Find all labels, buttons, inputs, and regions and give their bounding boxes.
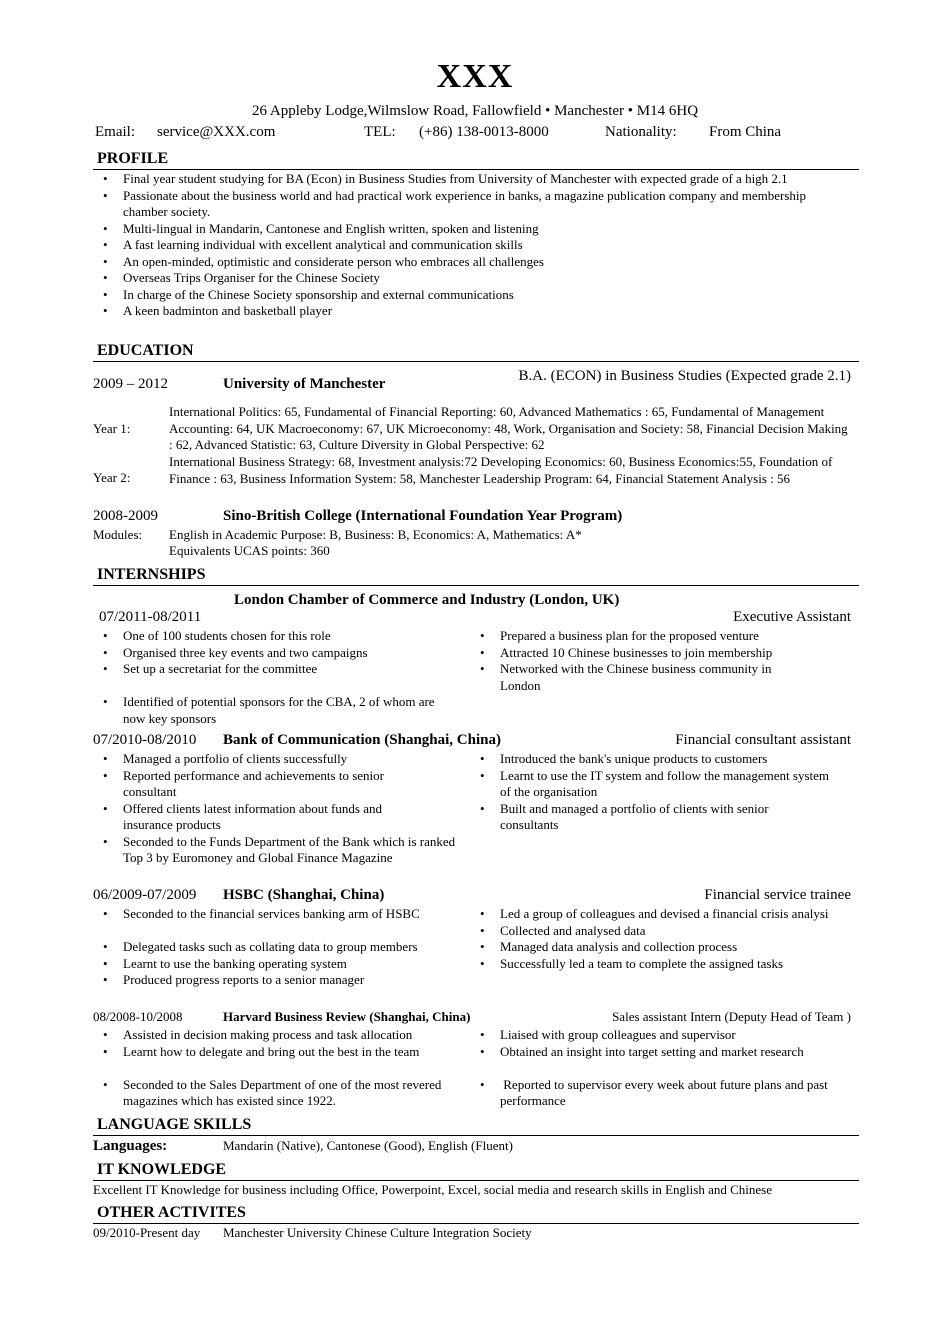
- job-role: Sales assistant Intern (Deputy Head of Team ): [612, 1009, 851, 1024]
- address: 26 Appleby Lodge,Wilmslow Road, Fallowfield • Manchester • M14 6HQ: [251, 103, 699, 119]
- list-item: • Seconded to the Sales Department of one of the most revered magazines which has existed since 1922.: [93, 1077, 443, 1110]
- year1-label: Year 1:: [93, 421, 131, 436]
- list-item: • Learnt how to delegate and bring out the best in the team: [93, 1044, 468, 1061]
- ucas-points: Equivalents UCAS points: 360: [169, 543, 330, 558]
- job-duties-left: [93, 1027, 468, 1110]
- list-item: • One of 100 students chosen for this role: [93, 628, 463, 645]
- list-item: • Attracted 10 Chinese businesses to join membership: [470, 645, 840, 662]
- list-item: • Prepared a business plan for the proposed venture: [470, 628, 840, 645]
- education-title: EDUCATION: [97, 342, 194, 359]
- job-duties-right: [470, 1027, 855, 1110]
- list-item: • Delegated tasks such as collating data to group members: [93, 939, 468, 956]
- languages-title: LANGUAGE SKILLS: [97, 1116, 252, 1133]
- list-item: • Organised three key events and two campaigns: [93, 645, 463, 662]
- profile-list: [93, 171, 853, 320]
- list-item: • Identified of potential sponsors for the CBA, 2 of whom are now key sponsors: [93, 694, 453, 727]
- list-item: • Learnt to use the IT system and follow the management system of the organisation: [470, 768, 840, 801]
- other-text: Manchester University Chinese Culture Integration Society: [223, 1225, 532, 1240]
- list-item: • Managed data analysis and collection process: [470, 939, 840, 956]
- job-duties-right: [470, 628, 840, 694]
- job-role: Financial consultant assistant: [675, 732, 851, 748]
- uni-degree: B.A. (ECON) in Business Studies (Expected grade 2.1): [518, 368, 851, 384]
- year1-grades: International Politics: 65, Fundamental of Financial Reporting: 60, Advanced Mathematics : 65, Fundamental of Management Accounting: 64, UK Macroeconomy: 67, UK Microeconomy: 48, Work, Organisation and Society: 58, Financial Decision Making : 62, Advanced Statistic: 63, Culture Diversity in Global Perspective: 62: [169, 404, 848, 452]
- job-duties-left: [93, 906, 468, 989]
- email-value: service@XXX.com: [157, 124, 276, 140]
- job-company: HSBC (Shanghai, China): [223, 887, 385, 903]
- profile-divider: [93, 169, 859, 170]
- list-item: • Overseas Trips Organiser for the Chinese Society: [93, 270, 853, 287]
- job-company: London Chamber of Commerce and Industry (London, UK): [234, 592, 620, 608]
- list-item: • Multi-lingual in Mandarin, Cantonese and English written, spoken and listening: [93, 221, 853, 238]
- nationality-value: From China: [709, 124, 782, 140]
- job-duties-left: [93, 628, 463, 727]
- job-dates: 07/2011-08/2011: [99, 609, 202, 625]
- languages-divider: [93, 1135, 859, 1136]
- list-item: • Produced progress reports to a senior manager: [93, 972, 468, 989]
- uni-dates: 2009 – 2012: [93, 376, 168, 392]
- job-dates: 08/2008-10/2008: [93, 1009, 183, 1024]
- job-role: Financial service trainee: [704, 887, 851, 903]
- list-item: • Seconded to the Funds Department of the Bank which is ranked Top 3 by Euromoney and Global Finance Magazine: [93, 834, 463, 867]
- internships-divider: [93, 585, 859, 586]
- languages-value: Mandarin (Native), Cantonese (Good), English (Fluent): [223, 1138, 513, 1153]
- it-title: IT KNOWLEDGE: [97, 1161, 227, 1178]
- list-item: • Managed a portfolio of clients successfully: [93, 751, 463, 768]
- other-title: OTHER ACTIVITES: [97, 1204, 246, 1221]
- list-item: • Reported to supervisor every week about future plans and past performance: [470, 1077, 850, 1110]
- list-item: • A fast learning individual with excellent analytical and communication skills: [93, 237, 853, 254]
- list-item: • Networked with the Chinese business community in London: [470, 661, 810, 694]
- email-label: Email:: [95, 124, 135, 140]
- list-item: • A keen badminton and basketball player: [93, 303, 853, 320]
- list-item: • Passionate about the business world and had practical work experience in banks, a magazine publication company and membership chamber society.: [93, 188, 853, 221]
- modules-label: Modules:: [93, 527, 143, 542]
- list-item: • Successfully led a team to complete the assigned tasks: [470, 956, 840, 973]
- job-duties-right: [470, 751, 840, 834]
- list-item: • Obtained an insight into target setting and market research: [470, 1044, 855, 1061]
- list-item: • Assisted in decision making process and task allocation: [93, 1027, 468, 1044]
- list-item: • Seconded to the financial services banking arm of HSBC: [93, 906, 468, 923]
- list-item: • Led a group of colleagues and devised a financial crisis analysi: [470, 906, 830, 923]
- other-dates: 09/2010-Present day: [93, 1225, 201, 1240]
- other-divider: [93, 1223, 859, 1224]
- list-item: • Learnt to use the banking operating system: [93, 956, 468, 973]
- candidate-name: XXX: [436, 58, 514, 95]
- job-dates: 07/2010-08/2010: [93, 732, 197, 748]
- uni-name: University of Manchester: [223, 376, 386, 392]
- internships-title: INTERNSHIPS: [97, 566, 206, 583]
- job-duties-left: [93, 751, 463, 867]
- year2-grades: International Business Strategy: 68, Investment analysis:72 Developing Economics: 60, Business Economics:55, Foundation of Finance : 63, Business Information System: 58, Manchester Leadership Program: 64, Financial Statement Analysis : 56: [169, 454, 833, 486]
- college-dates: 2008-2009: [93, 508, 158, 524]
- list-item: • Offered clients latest information about funds and insurance products: [93, 801, 423, 834]
- college-name: Sino-British College (International Foundation Year Program): [223, 508, 623, 524]
- it-divider: [93, 1180, 859, 1181]
- job-company: Bank of Communication (Shanghai, China): [223, 732, 501, 748]
- year2-label: Year 2:: [93, 470, 131, 485]
- list-item: • Built and managed a portfolio of clients with senior consultants: [470, 801, 820, 834]
- job-dates: 06/2009-07/2009: [93, 887, 197, 903]
- tel-label: TEL:: [364, 124, 396, 140]
- education-divider: [93, 361, 859, 362]
- tel-value: (+86) 138-0013-8000: [419, 124, 549, 140]
- job-company: Harvard Business Review (Shanghai, China): [223, 1009, 471, 1024]
- list-item: • Set up a secretariat for the committee: [93, 661, 463, 678]
- modules-grades: English in Academic Purpose: B, Business: B, Economics: A, Mathematics: A*: [169, 527, 582, 542]
- list-item: • Liaised with group colleagues and supervisor: [470, 1027, 855, 1044]
- it-text: Excellent IT Knowledge for business including Office, Powerpoint, Excel, social media and research skills in English and Chinese: [93, 1182, 772, 1197]
- list-item: • In charge of the Chinese Society sponsorship and external communications: [93, 287, 853, 304]
- list-item: • Reported performance and achievements to senior consultant: [93, 768, 423, 801]
- profile-title: PROFILE: [97, 150, 169, 167]
- list-item: • Final year student studying for BA (Econ) in Business Studies from University of Manchester with expected grade of a high 2.1: [93, 171, 853, 188]
- job-duties-right: [470, 906, 840, 972]
- languages-label: Languages:: [93, 1138, 168, 1154]
- job-role: Executive Assistant: [733, 609, 851, 625]
- list-item: • Collected and analysed data: [470, 923, 840, 940]
- nationality-label: Nationality:: [605, 124, 677, 140]
- list-item: • An open-minded, optimistic and considerate person who embraces all challenges: [93, 254, 853, 271]
- list-item: • Introduced the bank's unique products to customers: [470, 751, 840, 768]
